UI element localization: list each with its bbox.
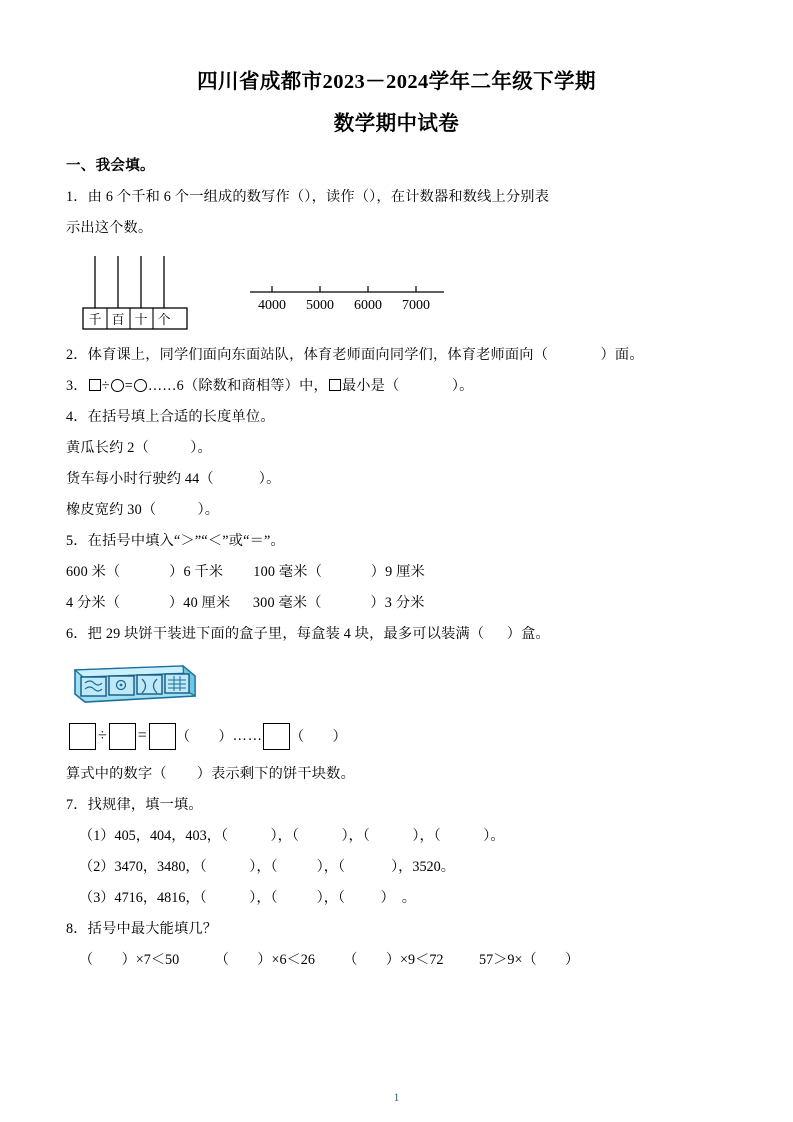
question-1-line2: 示出这个数。 — [66, 220, 153, 236]
question-4: 4．在括号填上合适的长度单位。 — [66, 409, 275, 425]
question-1-figures — [66, 252, 736, 336]
page-number: 1 — [393, 1092, 400, 1104]
question-7-row-1: （2）3470，3480，（ ），（ ），（ ），3520。 — [79, 859, 455, 875]
page-title-block — [0, 0, 793, 134]
equation-box-quotient — [149, 723, 176, 750]
question-7-row-0: （1）405，404，403，（ ），（ ），（ ），（ ）。 — [79, 828, 505, 844]
abacus-label-shi: 十 — [134, 312, 148, 327]
section-heading-1: 一、我会填。 — [66, 158, 155, 174]
equation-unit-gap-2: （ ） — [289, 729, 347, 745]
abacus-label-qian: 千 — [88, 312, 102, 327]
question-7: 7．找规律，填一填。 — [66, 797, 203, 813]
page-title-line-2: 数学期中试卷 — [333, 112, 460, 135]
equation-box-divisor — [109, 723, 136, 750]
number-line-tick-1: 5000 — [306, 298, 334, 313]
question-3-remainder: 6 — [176, 378, 184, 394]
number-line-tick-2: 6000 — [354, 298, 382, 313]
equation-remainder-dots: …… — [232, 727, 263, 744]
question-4-item-2: 橡皮宽约 30（ ）。 — [66, 502, 220, 518]
question-5-row-1: 4 分米（ ）40 厘米 300 毫米（ ）3 分米 — [66, 595, 425, 611]
question-7-row-2: （3）4716，4816，（ ），（ ），（ ） 。 — [79, 890, 416, 906]
question-3-suffix: 最小是（ ）。 — [341, 378, 474, 394]
square-placeholder-icon-3 — [329, 379, 341, 391]
question-6: 6．把 29 块饼干装进下面的盒子里，每盒装 4 块，最多可以装满（ ）盒。 — [66, 626, 550, 642]
biscuit-box-figure — [66, 660, 736, 711]
question-3 — [66, 371, 736, 402]
circle-placeholder-icon — [111, 379, 124, 392]
counter-abacus — [73, 252, 223, 336]
equation-box-remainder — [263, 723, 290, 750]
page-title-line-1: 四川省成都市2023－2024学年二年级下学期 — [197, 71, 596, 93]
question-6-equation — [66, 719, 736, 753]
biscuit-box-image — [71, 660, 199, 706]
question-3-divide: ÷ — [101, 378, 110, 394]
number-line-tick-0: 4000 — [258, 298, 286, 313]
question-1-part2: ），读作（ — [304, 189, 370, 205]
question-2: 2．体育课上，同学们面向东面站队，体育老师面向同学们，体育老师面向（ ）面。 — [66, 347, 644, 363]
question-6-followup: 算式中的数字（ ）表示剩下的饼干块数。 — [66, 766, 355, 782]
question-1-part3: ），在计数器和数线上分别表 — [369, 189, 550, 205]
number-line-tick-3: 7000 — [402, 298, 430, 313]
question-4-item-1: 货车每小时行驶约 44（ ）。 — [66, 471, 281, 487]
question-8: 8．括号中最大能填几？ — [66, 921, 218, 937]
question-3-prefix: 3． — [66, 378, 88, 394]
number-line — [246, 278, 466, 320]
question-5: 5．在括号中填入“＞”“＜”或“＝”。 — [66, 533, 285, 549]
question-1-part1: 1．由 6 个千和 6 个一组成的数写作（ — [66, 189, 305, 205]
equation-unit-gap-1: （ ） — [175, 729, 233, 745]
square-placeholder-icon — [89, 379, 101, 391]
abacus-label-bai: 百 — [111, 312, 125, 327]
circle-placeholder-icon-2 — [134, 379, 147, 392]
question-4-item-0: 黄瓜长约 2（ ）。 — [66, 440, 212, 456]
question-8-row: （ ）×7＜50 （ ）×6＜26 （ ）×9＜72 57＞9×（ ） — [79, 952, 580, 968]
question-3-middle: （除数和商相等）中， — [183, 378, 328, 394]
question-3-equals: = — [124, 378, 133, 394]
question-1 — [66, 182, 736, 213]
question-3-dots: …… — [147, 378, 177, 394]
equation-equals-operator: = — [137, 727, 147, 744]
exam-body — [0, 154, 793, 976]
equation-box-dividend — [69, 723, 96, 750]
abacus-label-ge: 个 — [157, 312, 171, 327]
equation-divide-operator: ÷ — [98, 727, 107, 744]
question-5-row-0: 600 米（ ）6 千米 100 毫米（ ）9 厘米 — [66, 564, 425, 580]
